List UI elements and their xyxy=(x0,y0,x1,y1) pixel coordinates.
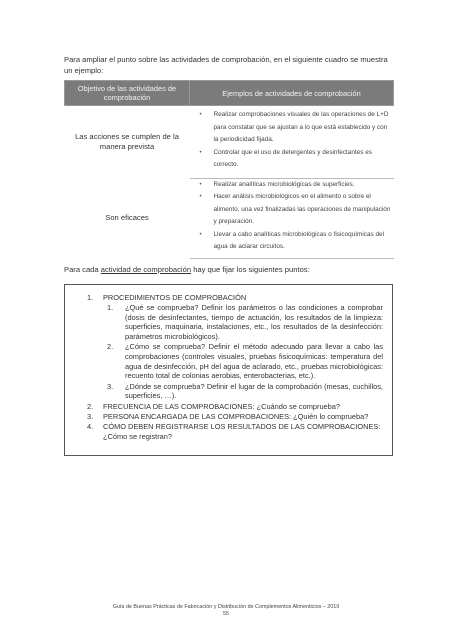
sub-item-text: ¿Cómo se comprueba? Definir el método adecuado para llevar a cabo las comprobaciones (controles visuales, pruebas fisicoquímicas: temperatura del agua de desinfección, pH del agua de aclarado, etc., pruebas microbiológicas: recuento total de colonias aerobias, enterobacterias, etc.). xyxy=(125,342,383,381)
points-intro-text-end: hay que fijar los siguientes puntos: xyxy=(191,265,310,274)
list-item: • Realizar analíticas microbiológicas de superficies. xyxy=(206,179,394,192)
table-row xyxy=(65,178,394,258)
table-header-row xyxy=(65,81,394,106)
table-cell-examples xyxy=(190,106,394,179)
table-header-objective: Objetivo de las actividades de comprobación xyxy=(65,81,190,106)
footer-title: Guía de Buenas Prácticas de Fabricación y Distribución de Complementos Alimenticios – 2019 xyxy=(112,604,340,610)
list-item: • Llevar a cabo analíticas microbiológicas o fisicoquímicas del agua de aclarar circuitos. xyxy=(206,229,394,254)
sub-list-item xyxy=(103,382,383,401)
page-number: 55 xyxy=(223,611,229,617)
item-number: 1. xyxy=(87,293,94,302)
table-cell-objective: Son eficaces xyxy=(105,213,149,222)
item-number: 3. xyxy=(87,412,94,422)
list-item xyxy=(87,293,383,401)
intro-paragraph: Para ampliar el punto sobre las actividades de comprobación, en el siguiente cuadro se muestra un ejemplo: xyxy=(64,55,388,75)
sub-item-number: 1. xyxy=(107,303,114,313)
item-text: CÓMO DEBEN REGISTRARSE LOS RESULTADOS DE LAS COMPROBACIONES: ¿Cómo se registran? xyxy=(103,422,381,441)
item-number: 2. xyxy=(87,402,94,412)
list-item: • Controlar que el uso de detergentes y desinfectantes es correcto. xyxy=(206,147,394,172)
list-item: • Realizar comprobaciones visuales de las operaciones de L+D para constatar que se ajustan a lo que está establecido y con la periodicidad fijada. xyxy=(206,109,394,147)
verification-points-box xyxy=(64,284,393,456)
list-item xyxy=(87,412,383,422)
verification-activity-link[interactable]: actividad de comprobación xyxy=(100,265,192,274)
examples-list xyxy=(190,179,394,254)
item-number: 4. xyxy=(87,422,94,432)
page-footer xyxy=(0,604,452,618)
verification-activities-table xyxy=(64,80,394,259)
sub-list-item xyxy=(103,342,383,380)
item-text: FRECUENCIA DE LAS COMPROBACIONES: ¿Cuándo se comprueba? xyxy=(103,402,340,412)
table-cell-examples xyxy=(190,178,394,258)
sub-item-number: 3. xyxy=(107,381,114,391)
item-text: PERSONA ENCARGADA DE LAS COMPROBACIONES: ¿Quién lo comprueba? xyxy=(103,412,369,422)
sub-list xyxy=(103,303,383,401)
list-item xyxy=(87,402,383,412)
table-header-examples: Ejemplos de actividades de comprobación xyxy=(190,81,394,106)
list-item xyxy=(87,422,383,441)
table-cell-objective: Las acciones se cumplen de la manera prevista xyxy=(75,132,179,151)
sub-list-item xyxy=(103,303,383,341)
item-text: PROCEDIMIENTOS DE COMPROBACIÓN xyxy=(103,293,247,302)
sub-item-text: ¿Dónde se comprueba? Definir el lugar de la comprobación (mesas, cuchillos, superficies, …). xyxy=(125,381,383,401)
list-item: • Hacer análisis microbiológicos en el alimento o sobre el alimento, una vez finalizadas las operaciones de manipulación y preparación. xyxy=(206,191,394,229)
sub-item-text: ¿Qué se comprueba? Definir los parámetros o las condiciones a comprobar (dosis de desinfectantes, tiempo de actuación, los resultados de la limpieza: superficies, maquinaria, instalaciones, etc., los resultados de la desinfección: parámetros microbiológicos). xyxy=(125,303,383,341)
verification-points-list xyxy=(87,293,383,442)
examples-list xyxy=(190,109,394,172)
points-intro-paragraph xyxy=(64,264,394,275)
table-row xyxy=(65,106,394,179)
points-intro-text: Para cada xyxy=(64,265,101,274)
sub-item-number: 2. xyxy=(107,342,114,352)
